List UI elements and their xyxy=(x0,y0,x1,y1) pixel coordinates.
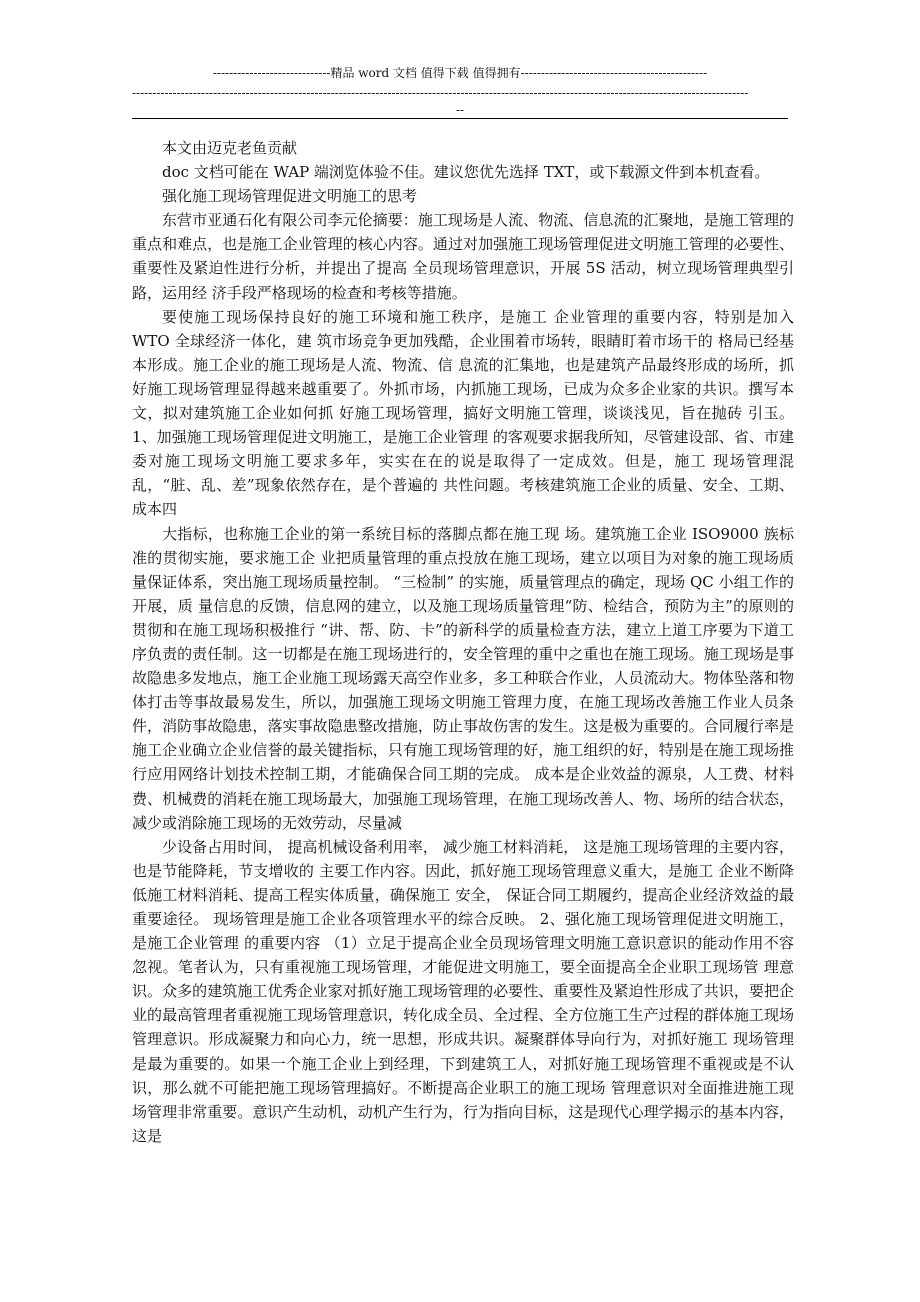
header-dash-line: -------------------------------------------------------------------------------------------------------------------------------------------------------- xyxy=(132,86,749,100)
notice-line: doc 文档可能在 WAP 端浏览体验不佳。建议您优先选择 TXT，或下载源文件到本机查看。 xyxy=(162,163,770,182)
document-body xyxy=(132,136,794,1148)
paragraph-4: 少设备占用时间， 提高机械设备利用率， 减少施工材料消耗， 这是施工现场管理的主要内容，也是节能降耗，节支增收的 主要工作内容。因此，抓好施工现场管理意义重大，是施工 企业不断降低施工材料消耗、提高工程实体质量，确保施工 安全， 保证合同工期履约，提高企业经济效益的最重要途径。 现场管理是施工企业各项管理水平的综合反映。 2、强化施工现场管理促进文明施工，是施工企业管理 的重要内容 （1）立足于提高企业全员现场管理文明施工意识意识的能动作用不容忽视。笔者认为，只有重视施工现场管理，才能促进文明施工，要全面提高全企业职工现场管 理意识。众多的建筑施工优秀企业家对抓好施工现场管理的必要性、重要性及紧迫性形成了共识，要把企业的最高管理者重视施工现场管理意识，转化成全员、全过程、全方位施工生产过程的群体施工现场管理意识。形成凝聚力和向心力，统一思想，形成共识。凝聚群体导向行为，对抓好施工 现场管理是最为重要的。如果一个施工企业上到经理，下到建筑工人，对抓好施工现场管理不重视或是不认识，那么就不可能把施工现场管理搞好。不断提高企业职工的施工现场 管理意识对全面推进施工现场管理非常重要。意识产生动机，动机产生行为，行为指向目标，这是现代心理学揭示的基本内容，这是 xyxy=(132,837,794,1145)
header-divider xyxy=(132,118,788,119)
header-banner: -----------------------------精品 word 文档 值得下载 值得拥有---------------------------------------------- xyxy=(212,66,708,80)
header-dash-tail: -- xyxy=(455,103,465,117)
paragraph-3: 大指标，也称施工企业的第一系统目标的落脚点都在施工现 场。建筑施工企业 ISO9000 族标准的贯彻实施，要求施工企 业把质量管理的重点投放在施工现场，建立以项目为对象的施工现场质量保证体系，突出施工现场质量控制。 “三检制” 的实施，质量管理点的确定，现场 QC 小组工作的开展，质 量信息的反馈，信息网的建立，以及施工现场质量管理“防、检结合，预防为主”的原则的贯彻和在施工现场积极推行 “讲、帮、防、卡”的新科学的质量检查方法，建立上道工序要为下道工序负责的责任制。这一切都是在施工现场进行的，安全管理的重中之重也在施工现场。施工现场是事故隐患多发地点，施工企业施工现场露天高空作业多，多工种联合作业，人员流动大。物体坠落和物 体打击等事故最易发生，所以，加强施工现场文明施工管理力度，在施工现场改善施工作业人员条件，消防事故隐患，落实事故隐患整改措施，防止事故伤害的发生。这是极为重要的。合同履行率是施工企业确立企业信誉的最关键指标，只有施工现场管理的好，施工组织的好，特别是在施工现场推行应用网络计划技术控制工期，才能确保合同工期的完成。 成本是企业效益的源泉，人工费、材料费、机械费的消耗在施工现场最大，加强施工现场管理，在施工现场改善人、物、场所的结合状态，减少或消除施工现场的无效劳动，尽量减 xyxy=(132,524,794,832)
contributor-line: 本文由迈克老鱼贡献 xyxy=(162,139,298,157)
document-title: 强化施工现场管理促进文明施工的思考 xyxy=(162,187,418,206)
paragraph-abstract: 东营市亚通石化有限公司李元伦摘要：施工现场是人流、物流、信息流的汇聚地，是施工管理的重点和难点，也是施工企业管理的核心内容。通过对加强施工现场管理促进文明施工管理的必要性、重要性及紧迫性进行分析，并提出了提高 全员现场管理意识，开展 5S 活动，树立现场管理典型引路，运用经 济手段严格现场的检查和考核等措施。 xyxy=(132,211,794,302)
paragraph-2: 要使施工现场保持良好的施工环境和施工秩序，是施工 企业管理的重要内容，特别是加入 WTO 全球经济一体化，建 筑市场竞争更加残酷，企业围着市场转，眼睛盯着市场干的 格局已经基本形成。施工企业的施工现场是人流、物流、信 息流的汇集地，也是建筑产品最终形成的场所，抓好施工现场管理显得越来越重要了。外抓市场，内抓施工现场，已成为众多企业家的共识。撰写本文，拟对建筑施工企业如何抓 好施工现场管理，搞好文明施工管理，谈谈浅见，旨在抛砖 引玉。 1、加强施工现场管理促进文明施工，是施工企业管理 的客观要求据我所知，尽管建设部、省、市建委对施工现场文明施工要求多年，实实在在的说是取得了一定成效。但是，施工 现场管理混乱，“脏、乱、差”现象依然存在，是个普遍的 共性问题。考核建筑施工企业的质量、安全、工期、成本四 xyxy=(132,307,794,519)
